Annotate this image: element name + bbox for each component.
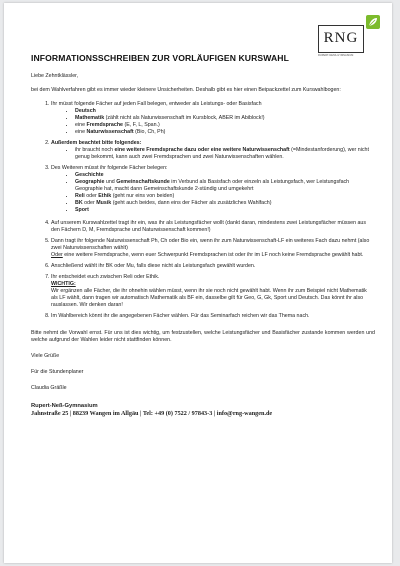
item-text: Ihr entscheidet euch zwischen Reli oder Ethik. (51, 274, 160, 280)
list-item (51, 274, 375, 309)
item-text: Dann tragt ihr folgende Naturwissenschaft Ph, Ch oder Bio ein, wenn ihr zum Naturwissenschaft-LF ein weiteres Fach dazu nehmt (also zwei Naturwissenschaften wählt) (51, 238, 370, 251)
instruction-list (31, 101, 375, 320)
list-item: 5. Dann tragt ihr folgende Naturwissenschaft Ph, Ch oder Bio ein, wenn ihr zum Naturwissenschaft-LF ein weiteres Fach dazu nehmt (also zwei Naturwissenschaften wählt) Oder eine weitere Fremdsprache, wenn euer Schwerpunkt Fremdsprachen ist oder ihr im LF noch keine Fremdsprache gewählt habt. (51, 238, 375, 259)
bullet-list (51, 147, 375, 161)
list-item (51, 313, 375, 320)
letter-content (31, 53, 375, 418)
list-item (51, 263, 375, 270)
item-text: Auf unserem Kurswahlzettel tragt ihr ein, was ihr als Leistungsfächer wollt (dankt daran, mindestens zwei Leistungsfächer müssen aus den Fächern D, M, Fremdsprache und Naturwissenschaft kommen!) (51, 220, 367, 233)
bullet-item: • ihr braucht noch eine weitere Fremdsprache dazu oder eine weitere Naturwissenschaft (=Mindestanforderung), wer nicht genug bekommt, kann auch zwei Fremdsprachen und zwei Naturwissenschaften wählen. (75, 147, 375, 161)
item-text: Ihr müsst folgende Fächer auf jeden Fall belegen, entweder als Leistungs- oder Basisfach (51, 101, 262, 107)
footer-school-name: Rupert-Neß-Gymnasium (31, 403, 98, 409)
intro-paragraph: bei dem Wahlverfahren gibt es immer wieder kleinere Unsicherheiten. Deshalb gibt es hier einen Beipackzettel zum Kurswahlbogen: (31, 87, 341, 93)
item-title: Außerdem beachtet bitte folgendes: (51, 140, 142, 146)
bullet-item: • Deutsch (75, 108, 375, 115)
item-text: Im Wahlbereich könnt ihr die angegebenen Fächer wählen. Für das Seminarfach reichen wir das Thema nach. (51, 313, 310, 319)
bullet-item: • eine Fremdsprache (E, F, L, Span.) (75, 122, 375, 129)
list-item (51, 165, 375, 214)
footer-address: Jahnstraße 25 | 88239 Wangen im Allgäu | Tel: +49 (0) 7522 / 97843-3 | info@rng-wangen.de (31, 410, 273, 417)
greeting: Liebe Zehntklässler, (31, 73, 79, 79)
bullet-item: • eine Naturwissenschaft (Bio, Ch, Ph) (75, 129, 375, 136)
list-item (51, 220, 375, 234)
item-text: Anschließend wählt ihr BK oder Mu, falls diese nicht als Leistungsfach gewählt wurden. (51, 263, 256, 269)
leaf-logo-icon (366, 15, 380, 29)
item-text: Des Weiteren müsst ihr folgende Fächer belegen: (51, 165, 168, 171)
bullet-item: • BK oder Musik (geht auch beides, dann eins der Fächer als zusätzliches Wahlfach) (75, 200, 375, 207)
oder-label: Oder (51, 252, 63, 258)
bullet-item: • Geographie und Gemeinschaftskunde im Verbund als Basisfach oder einzeln als Leistungsfach, wer Leistungsfach Geographie hat, macht dann Gemeinschaftskunde 2-stündig und umgekehrt (75, 179, 375, 193)
bullet-item: • Reli oder Ethik (geht nur eins von beiden) (75, 193, 375, 200)
letter-title: INFORMATIONSSCHREIBEN ZUR VORLÄUFIGEN KURSWAHL (31, 53, 289, 63)
logo-text: RNG (318, 25, 364, 53)
item-text: Wir ergänzen alle Fächer, die ihr ohnehin wählen müsst, wenn ihr sie noch nicht gewählt habt. Wenn ihr zum Beispiel nicht Mathematik als LF wählt, dann tragen wir automatisch Mathematik als BF ein, dasselbe gilt für Geo, G, Gk, Sport und Deutsch. Das könnt ihr also rauslassen. Wir denken daran! (51, 288, 367, 308)
wichtig-label: WICHTIG: (51, 281, 76, 287)
bullet-item: • Geschichte (75, 172, 375, 179)
list-item (51, 101, 375, 136)
signer-name: Claudia Gräßle (31, 385, 67, 391)
bullet-list (51, 172, 375, 214)
logo-subtitle: RUPERT-NESS-GYMNASIUM (318, 54, 354, 57)
bullet-item: • Mathematik (zählt nicht als Naturwissenschaft im Kursblock, ABER im Abiblock!) (75, 115, 375, 122)
regards: Viele Grüße (31, 353, 60, 359)
letter-page (4, 3, 392, 563)
list-item (51, 140, 375, 161)
school-logo (318, 15, 380, 55)
closing-paragraph: Bitte nehmt die Vorwahl ernst. Für uns ist dies wichtig, um festzustellen, welche Leistungsfächer und Basisfächer zustande kommen werden und welche aufgrund der Wahlen leider nicht stattfinden können. (31, 330, 375, 343)
bullet-item: • Sport (75, 207, 375, 214)
from-line: Für die Stundenplaner (31, 369, 84, 375)
bullet-list (51, 108, 375, 136)
